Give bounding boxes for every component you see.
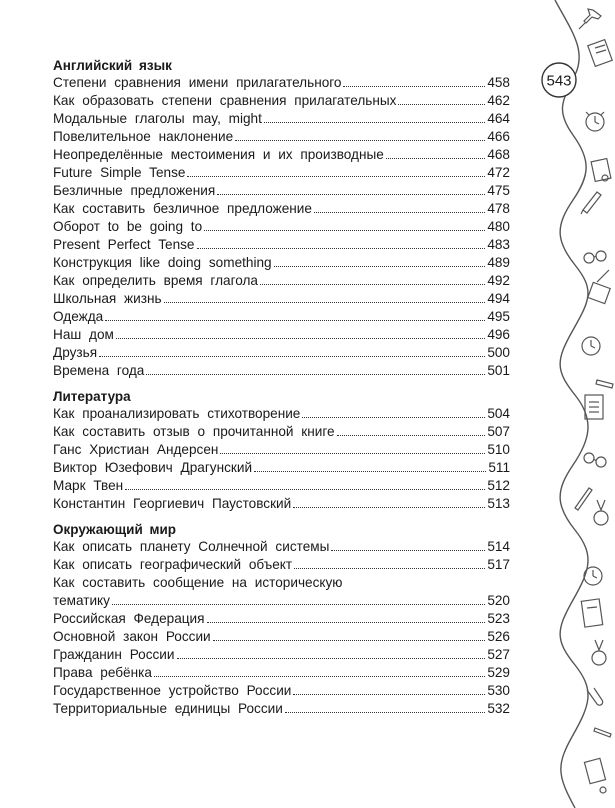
pen-icon	[581, 192, 601, 214]
decorative-doodle-border	[535, 0, 615, 808]
entry-page-number: 466	[487, 129, 510, 144]
toc-entry[interactable]	[53, 664, 510, 682]
alarm-clock-icon	[586, 112, 604, 131]
dot-leader	[112, 593, 485, 605]
toc-entry[interactable]	[53, 495, 510, 513]
entry-page-number: 458	[487, 75, 510, 90]
toc-entry[interactable]	[53, 74, 510, 92]
section-title: Литература	[53, 389, 131, 404]
entry-title: Как составить отзыв о прочитанной книге	[53, 424, 335, 439]
dot-leader	[177, 647, 486, 659]
toc-entry[interactable]	[53, 538, 510, 556]
entry-page-number: 496	[487, 327, 510, 342]
dot-leader	[264, 111, 485, 123]
entry-page-number: 464	[487, 111, 510, 126]
entry-page-number: 532	[487, 701, 510, 716]
section-title: Английский язык	[53, 58, 172, 73]
pencil-icon	[575, 488, 592, 510]
toc-entry[interactable]	[53, 110, 510, 128]
dot-leader	[213, 629, 486, 641]
toc-entry[interactable]	[53, 556, 510, 574]
pushpin-icon	[579, 9, 601, 29]
entry-page-number: 492	[487, 273, 510, 288]
entry-title: Основной закон России	[53, 629, 211, 644]
toc-section	[53, 57, 510, 380]
entry-title: Друзья	[53, 345, 98, 360]
toc-entry[interactable]	[53, 610, 510, 628]
glasses-icon	[584, 251, 606, 263]
toc-entry[interactable]	[53, 272, 510, 290]
entry-title: Future Simple Tense	[53, 165, 186, 180]
paperclip-icon	[587, 688, 603, 705]
pencil-icon	[596, 380, 613, 388]
toc-entry[interactable]	[53, 164, 510, 182]
toc-entry[interactable]	[53, 308, 510, 326]
dot-leader	[260, 273, 485, 285]
dot-leader	[285, 701, 485, 713]
entry-title: Как описать географический объект	[53, 557, 293, 572]
alarm-clock-icon	[584, 567, 602, 585]
entry-page-number: 512	[487, 478, 510, 493]
toc-entry[interactable]	[53, 344, 510, 362]
table-of-contents	[53, 57, 510, 726]
toc-entry[interactable]	[53, 646, 510, 664]
entry-page-number: 517	[487, 557, 510, 572]
toc-section	[53, 388, 510, 513]
dot-leader	[386, 147, 486, 159]
page-number: 543	[546, 72, 572, 90]
entry-title: Гражданин России	[53, 647, 175, 662]
toc-entry[interactable]	[53, 459, 510, 477]
entry-title: Степени сравнения имени прилагательного	[53, 75, 342, 90]
toc-entry[interactable]	[53, 628, 510, 646]
entry-title: Как проанализировать стихотворение	[53, 406, 301, 421]
entry-title: Как составить сообщение на историческую	[53, 575, 343, 590]
entry-title: Безличные предложения	[53, 183, 216, 198]
toc-entry[interactable]	[53, 326, 510, 344]
dot-leader	[220, 442, 485, 454]
dot-leader	[197, 237, 486, 249]
entry-title: Present Perfect Tense	[53, 237, 195, 252]
dot-leader	[204, 219, 485, 231]
toc-entry[interactable]	[53, 682, 510, 700]
entry-title: Оборот to be going to	[53, 219, 203, 234]
medal-icon	[594, 500, 608, 525]
dot-leader	[294, 557, 485, 569]
entry-title: Как описать планету Солнечной системы	[53, 539, 330, 554]
entry-page-number: 513	[487, 496, 510, 511]
toc-entry[interactable]	[53, 441, 510, 459]
dot-leader	[146, 363, 485, 375]
entry-page-number: 480	[487, 219, 510, 234]
entry-page-number: 500	[487, 345, 510, 360]
entry-page-number: 495	[487, 309, 510, 324]
entry-title: Виктор Юзефович Драгунский	[53, 460, 253, 475]
dot-leader	[293, 683, 485, 695]
dot-leader	[125, 478, 485, 490]
entry-page-number: 527	[487, 647, 510, 662]
notebook-icon	[581, 599, 602, 627]
dot-leader	[116, 327, 485, 339]
dot-leader	[337, 424, 486, 436]
dot-leader	[99, 345, 485, 357]
entry-title: Права ребёнка	[53, 665, 152, 680]
entry-title: Неопределённые местоимения и их производные	[53, 147, 384, 162]
entry-title: Константин Георгиевич Паустовский	[53, 496, 292, 511]
page-number-badge	[542, 63, 576, 97]
dot-leader	[217, 183, 485, 195]
section-title: Окружающий мир	[53, 522, 177, 537]
toc-entry[interactable]	[53, 290, 510, 308]
entry-title: Как определить время глагола	[53, 273, 258, 288]
entry-page-number: 510	[487, 442, 510, 457]
dot-leader	[207, 611, 486, 623]
toc-entry[interactable]	[53, 592, 510, 610]
entry-page-number: 523	[487, 611, 510, 626]
entry-title: тематику	[53, 593, 110, 608]
entry-title: Как образовать степени сравнения прилагательных	[53, 93, 397, 108]
entry-page-number: 472	[487, 165, 510, 180]
toc-entry[interactable]	[53, 146, 510, 164]
wavy-border-line	[555, 0, 588, 808]
toc-section	[53, 521, 510, 718]
entry-title: Марк Твен	[53, 478, 124, 493]
entry-page-number: 526	[487, 629, 510, 644]
toc-entry[interactable]	[53, 700, 510, 718]
entry-title: Одежда	[53, 309, 104, 324]
entry-page-number: 511	[488, 460, 510, 475]
dot-leader	[235, 129, 485, 141]
entry-page-number: 504	[487, 406, 510, 421]
glasses-icon	[584, 453, 606, 467]
entry-title: Российская Федерация	[53, 611, 205, 626]
dot-leader	[164, 291, 486, 303]
entry-page-number: 514	[487, 539, 510, 554]
toc-entry[interactable]	[53, 200, 510, 218]
entry-title: Как составить безличное предложение	[53, 201, 312, 216]
toc-entry[interactable]	[53, 254, 510, 272]
toc-entry[interactable]	[53, 405, 510, 423]
toc-entry[interactable]	[53, 362, 510, 380]
toc-entry[interactable]	[53, 218, 510, 236]
toc-entry[interactable]	[53, 92, 510, 110]
toc-entry[interactable]	[53, 128, 510, 146]
entry-page-number: 501	[487, 363, 510, 378]
alarm-clock-icon	[582, 337, 600, 355]
dot-leader	[254, 460, 486, 472]
toc-entry[interactable]	[53, 236, 510, 254]
entry-title: Времена года	[53, 363, 145, 378]
dot-leader	[187, 165, 485, 177]
entry-page-number: 489	[487, 255, 510, 270]
entry-page-number: 468	[487, 147, 510, 162]
entry-page-number: 520	[487, 593, 510, 608]
dot-leader	[105, 309, 485, 321]
pencil-icon	[594, 728, 611, 737]
dot-leader	[274, 255, 486, 267]
dot-leader	[343, 75, 485, 87]
medal-icon	[592, 640, 606, 665]
entry-title: Школьная жизнь	[53, 291, 162, 306]
entry-title: Конструкция like doing something	[53, 255, 272, 270]
toc-entry[interactable]	[53, 477, 510, 495]
entry-page-number: 462	[487, 93, 510, 108]
toc-entry[interactable]	[53, 423, 510, 441]
dot-leader	[398, 93, 485, 105]
book-pencil-icon	[588, 270, 610, 304]
entry-title: Наш дом	[53, 327, 114, 342]
dot-leader	[302, 406, 485, 418]
certificate-icon	[591, 159, 611, 182]
entry-page-number: 530	[487, 683, 510, 698]
entry-title: Территориальные единицы России	[53, 701, 283, 716]
dot-leader	[331, 539, 485, 551]
entry-title: Модальные глаголы may, might	[53, 111, 262, 126]
entry-title: Повелительное наклонение	[53, 129, 234, 144]
dot-leader	[293, 496, 485, 508]
entry-page-number: 529	[487, 665, 510, 680]
entry-page-number: 475	[487, 183, 510, 198]
dot-leader	[154, 665, 485, 677]
entry-page-number: 478	[487, 201, 510, 216]
entry-title: Ганс Христиан Андерсен	[53, 442, 219, 457]
entry-page-number: 494	[487, 291, 510, 306]
certificate-icon	[584, 758, 606, 793]
entry-title: Государственное устройство России	[53, 683, 292, 698]
dot-leader	[314, 201, 485, 213]
entry-page-number: 507	[487, 424, 510, 439]
toc-entry[interactable]	[53, 182, 510, 200]
notebook-icon	[588, 40, 612, 67]
entry-page-number: 483	[487, 237, 510, 252]
planner-icon	[585, 395, 603, 419]
toc-entry[interactable]	[53, 574, 510, 592]
